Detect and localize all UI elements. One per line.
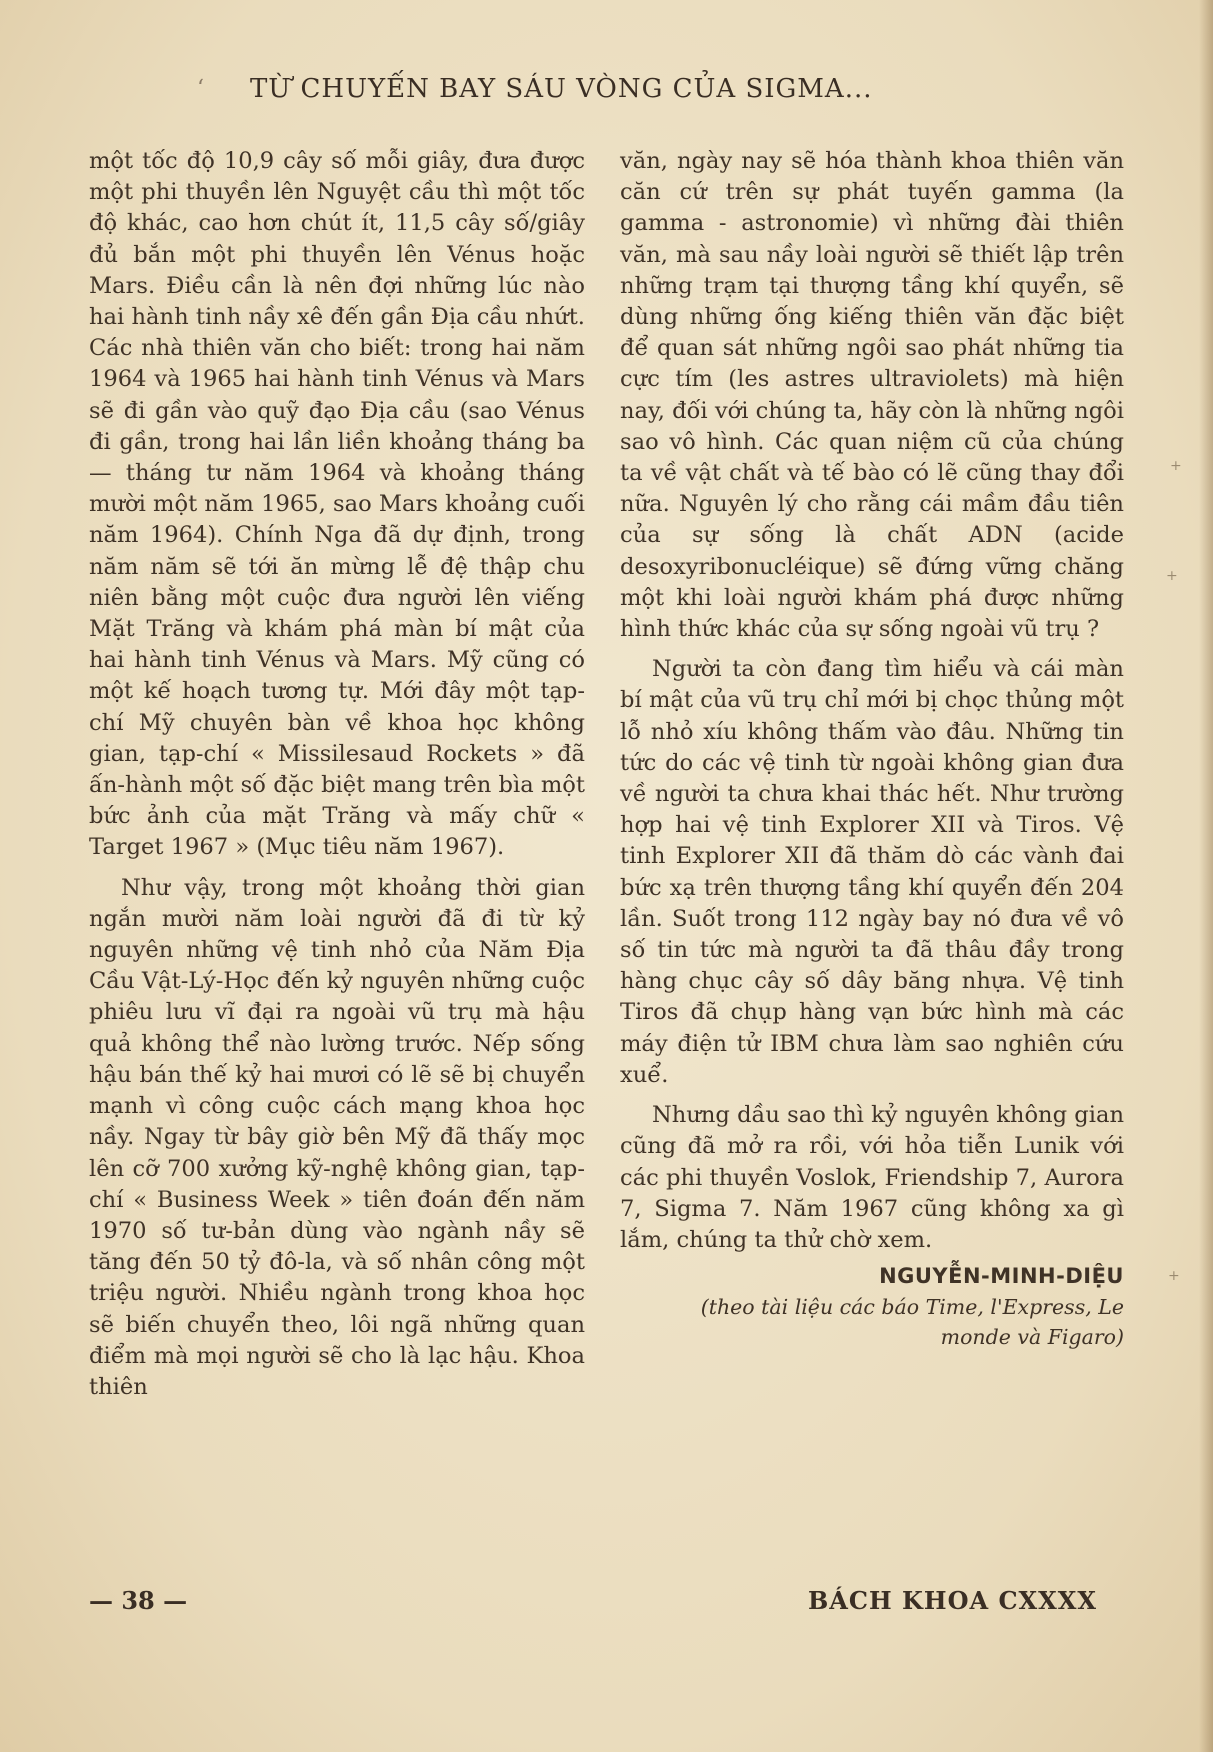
margin-speck: + — [1168, 1268, 1180, 1284]
page-number: — 38 — — [89, 1586, 188, 1615]
left-paragraph-1: một tốc độ 10,9 cây số mỗi giây, đưa được một phi thuyền lên Nguyệt cầu thì một tốc độ khác, cao hơn chút ít, 11,5 cây số/giây đủ bắn một phi thuyền lên Vénus hoặc Mars. Điều cần là nên đợi những lúc nào hai hành tinh nầy xê đến gần Địa cầu nhứt. Các nhà thiên văn cho biết: trong hai năm 1964 và 1965 hai hành tinh Vénus và Mars sẽ đi gần vào quỹ đạo Địa cầu (sao Vénus đi gần, trong hai lần liền khoảng tháng ba — tháng tư năm 1964 và khoảng tháng mười một năm 1965, sao Mars khoảng cuối năm 1964). Chính Nga đã dự định, trong năm năm sẽ tới ăn mừng lễ đệ thập chu niên bằng một cuộc đưa người lên viếng Mặt Trăng và khám phá màn bí mật của hai hành tinh Vénus và Mars. Mỹ cũng có một kế hoạch tương tự. Mới đây một tạp-chí Mỹ chuyên bàn về khoa học không gian, tạp-chí « Missilesaud Rockets » đã ấn-hành một số đặc biệt mang trên bìa một bức ảnh của mặt Trăng và mấy chữ « Target 1967 » (Mục tiêu năm 1967). — [89, 148, 585, 861]
printer-tick-mark: ‘ — [197, 76, 204, 101]
right-column — [620, 146, 1124, 1352]
article-author: NGUYỄN-MINH-DIỆU — [879, 1264, 1124, 1289]
magazine-name: BÁCH KHOA CXXXX — [808, 1586, 1098, 1615]
left-column — [89, 146, 585, 1403]
left-paragraph-2: Như vậy, trong một khoảng thời gian ngắn mười năm loài người đã đi từ kỷ nguyên những vệ tinh nhỏ của Năm Địa Cầu Vật-Lý-Học đến kỷ nguyên những cuộc phiêu lưu vĩ đại ra ngoài vũ trụ mà hậu quả không thể nào lường trước. Nếp sống hậu bán thế kỷ hai mươi có lẽ sẽ bị chuyển mạnh vì công cuộc cách mạng khoa học nầy. Ngay từ bây giờ bên Mỹ đã thấy mọc lên cỡ 700 xưởng kỹ-nghệ không gian, tạp-chí « Business Week » tiên đoán đến năm 1970 số tư-bản dùng vào ngành nầy sẽ tăng đến 50 tỷ đô-la, và số nhân công một triệu người. Nhiều ngành trong khoa học sẽ biến chuyển theo, lôi ngã những quan điểm mà mọi người sẽ cho là lạc hậu. Khoa thiên — [89, 874, 585, 1400]
margin-speck: + — [1166, 568, 1178, 584]
right-paragraph-1: văn, ngày nay sẽ hóa thành khoa thiên văn căn cứ trên sự phát tuyến gamma (la gamma - astronomie) vì những đài thiên văn, mà sau nầy loài người sẽ thiết lập trên những trạm tại thượng tầng khí quyển, sẽ dùng những ống kiếng thiên văn đặc biệt để quan sát những ngôi sao phát những tia cực tím (les astres ultraviolets) mà hiện nay, đối với chúng ta, hãy còn là những ngôi sao vô hình. Các quan niệm cũ của chúng ta về vật chất và tế bào có lẽ cũng thay đổi nữa. Nguyên lý cho rằng cái mầm đầu tiên của sự sống là chất ADN (acide desoxyribonucléique) sẽ đứng vững chăng một khi loài người khám phá được những hình thức khác của sự sống ngoài vũ trụ ? — [620, 148, 1125, 643]
running-head: TỪ CHUYẾN BAY SÁU VÒNG CỦA SIGMA... — [250, 74, 873, 104]
margin-speck: + — [1170, 458, 1182, 474]
article-sources: (theo tài liệu các báo Time, l'Express, Le monde và Figaro) — [700, 1295, 1124, 1350]
page-edge-shadow — [1199, 0, 1213, 1752]
right-paragraph-3: Nhưng dầu sao thì kỷ nguyên không gian cũng đã mở ra rồi, với hỏa tiễn Lunik với các phi thuyền Voslok, Friendship 7, Aurora 7, Sigma 7. Năm 1967 cũng không xa gì lắm, chúng ta thử chờ xem. — [620, 1102, 1124, 1253]
right-paragraph-2: Người ta còn đang tìm hiểu và cái màn bí mật của vũ trụ chỉ mới bị chọc thủng một lỗ nhỏ xíu không thấm vào đâu. Những tin tức do các vệ tinh từ ngoài không gian đưa về người ta chưa khai thác hết. Như trường hợp hai vệ tinh Explorer XII và Tiros. Vệ tinh Explorer XII đã thăm dò các vành đai bức xạ trên thượng tầng khí quyển đến 204 lần. Suốt trong 112 ngày bay nó đưa về vô số tin tức mà người ta đã thâu đầy trong hàng chục cây số dây băng nhựa. Vệ tinh Tiros đã chụp hàng vạn bức hình mà các máy điện tử IBM chưa làm sao nghiên cứu xuể. — [620, 656, 1124, 1088]
